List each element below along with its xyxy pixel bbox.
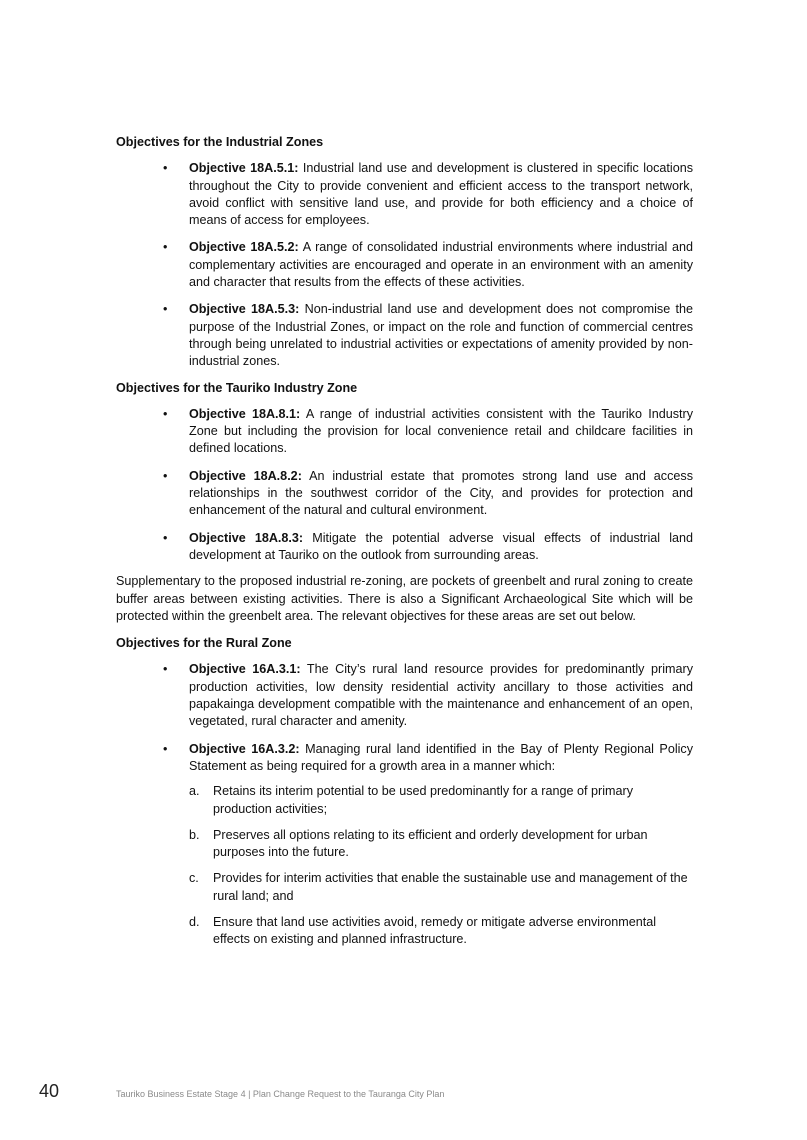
sub-list-text: Ensure that land use activities avoid, remedy or mitigate adverse environmental effects on existing and planned infrastructure. [213,914,657,947]
objective-item [116,741,693,949]
objective-item [116,530,693,565]
objective-id: Objective 18A.8.2: [189,468,302,483]
section-heading-tauriko: Objectives for the Tauriko Industry Zone [116,380,358,395]
page-number: 40 [39,1081,60,1101]
bullet-icon: • [163,662,168,677]
bullet-icon: • [163,406,168,421]
sub-list-marker: a. [189,784,200,799]
objective-text: A range of industrial activities consistent with the Tauriko Industry Zone but including the provision for local convenience retail and childcare facilities in defined locations. [189,406,693,456]
document-body [116,134,693,958]
objective-item [116,160,693,229]
objective-item [116,661,693,730]
objective-text: An industrial estate that promotes strong land use and access relationships in the southwest corridor of the City, and provides for protection and enhancement of the natural and cultural environment. [189,468,693,518]
objective-id: Objective 18A.8.3: [189,530,304,545]
objective-item [116,468,693,520]
sub-list-marker: c. [189,871,199,886]
objective-text: Industrial land use and development is clustered in specific locations throughout the City to provide convenient and efficient access to the transport network, avoid conflict with sensitive land use, and provide for both efficiency and a choice of means of access for employees. [189,161,693,228]
sub-list-item [189,783,693,818]
bullet-icon: • [163,302,168,317]
bullet-icon: • [163,240,168,255]
sub-list-text: Provides for interim activities that enable the sustainable use and management of the rural land; and [213,871,688,903]
objective-id: Objective 18A.5.3: [189,302,300,317]
objective-item [116,239,693,291]
objective-id: Objective 18A.8.1: [189,406,301,421]
objective-text: A range of consolidated industrial environments where industrial and complementary activities are encouraged and operate in an environment with an amenity and character that results from the effects of these activities. [189,240,694,290]
sub-list-item [189,827,693,862]
objective-list-rural [116,661,693,948]
objective-id: Objective 16A.3.1: [189,662,301,677]
sub-list [189,783,693,948]
objective-text: Mitigate the potential adverse visual effects of industrial land development at Tauriko on the outlook from surrounding areas. [189,530,694,562]
footer-text: Tauriko Business Estate Stage 4 | Plan Change Request to the Tauranga City Plan [116,1089,445,1099]
objective-text: The City’s rural land resource provides for predominantly primary production activities, low density residential activity ancillary to those activities and papakainga development compatible with the maintenance and enhancement of an open, vegetated, rural character and amenity. [189,662,694,729]
objective-item [116,301,693,370]
objective-text: Managing rural land identified in the Bay of Plenty Regional Policy Statement as being required for a growth area in a manner which: [189,741,694,773]
sub-list-item [189,914,693,949]
objective-id: Objective 16A.3.2: [189,741,300,756]
objective-list-industrial [116,160,693,370]
supplementary-paragraph: Supplementary to the proposed industrial re-zoning, are pockets of greenbelt and rural zoning to create buffer areas between existing activities. There is also a Significant Archaeological Site which will be protected within the greenbelt area. The relevant objectives for these areas are set out below. [116,574,693,623]
objective-list-tauriko [116,406,693,564]
section-heading-industrial: Objectives for the Industrial Zones [116,135,324,149]
bullet-icon: • [163,161,168,176]
sub-list-marker: d. [189,914,200,929]
bullet-icon: • [163,530,168,545]
bullet-icon: • [163,468,168,483]
sub-list-item [189,870,693,905]
sub-list-marker: b. [189,827,200,842]
objective-text: Non-industrial land use and development does not compromise the purpose of the Industrial Zones, or impact on the role and function of commercial centres through being unrelated to industrial activities or expectations of amenity provided by non-industrial zones. [189,302,694,369]
objective-id: Objective 18A.5.2: [189,240,299,255]
sub-list-text: Preserves all options relating to its efficient and orderly development for urban purposes into the future. [213,827,648,860]
bullet-icon: • [163,741,168,756]
objective-item [116,406,693,458]
sub-list-text: Retains its interim potential to be used predominantly for a range of primary production activities; [213,784,634,816]
objective-id: Objective 18A.5.1: [189,161,299,176]
section-heading-rural: Objectives for the Rural Zone [116,636,292,651]
